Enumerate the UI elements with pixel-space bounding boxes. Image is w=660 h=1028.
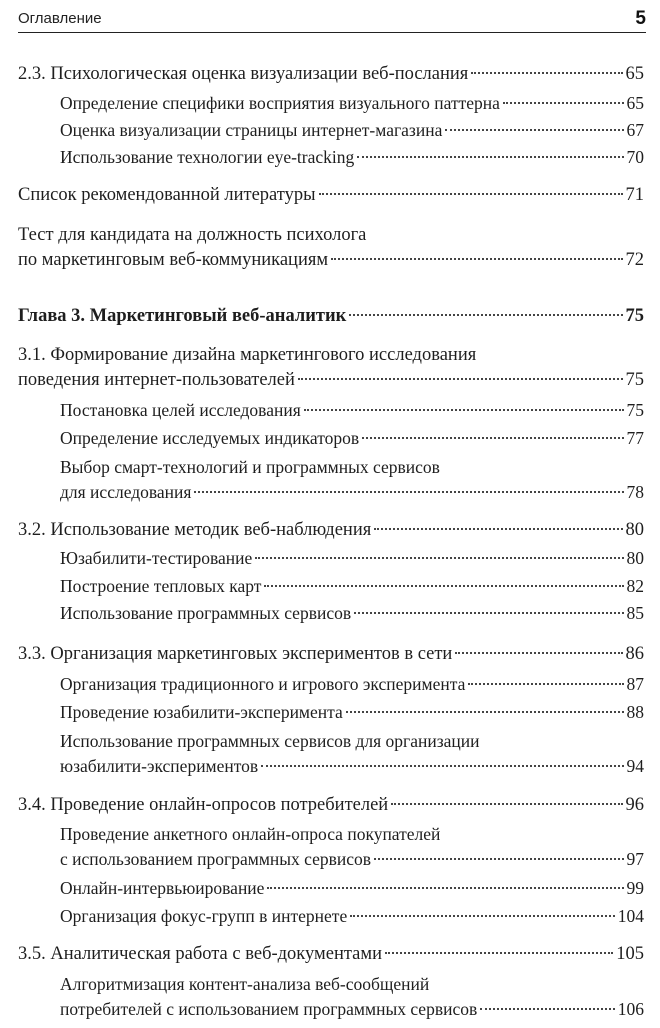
toc-entry-software-services[interactable]: [60, 601, 644, 626]
toc-entry-title: Юзабилити-тестирование: [60, 548, 253, 568]
toc-leader-dots: [374, 528, 622, 530]
toc-entry-title: с использованием программных сервисов: [60, 849, 372, 869]
toc-entry-title: 3.5. Аналитическая работа с веб-документами: [18, 944, 382, 964]
toc-entry-page: 99: [626, 878, 644, 898]
toc-entry-shop-visual[interactable]: [60, 118, 644, 143]
toc-entry-smart-tech[interactable]: [60, 455, 644, 505]
toc-leader-dots: [503, 102, 624, 104]
toc-entry-page: 65: [626, 93, 644, 113]
toc-leader-dots: [298, 378, 623, 380]
toc-entry-survey[interactable]: [60, 822, 644, 872]
toc-leader-dots: [331, 258, 622, 260]
toc-entry-3-4[interactable]: [18, 793, 644, 818]
toc-entry-title: Онлайн-интервьюирование: [60, 878, 265, 898]
toc-entry-3-2[interactable]: [18, 518, 644, 543]
toc-leader-dots: [480, 1008, 615, 1010]
toc-entry-page: 96: [625, 795, 644, 815]
toc-entry-title-line: Тест для кандидата на должность психолога: [18, 225, 367, 245]
toc-entry-page: 75: [626, 400, 644, 420]
toc-entry-page: 87: [626, 674, 644, 694]
toc-entry-usability-experiment[interactable]: [60, 700, 644, 725]
toc-entry-test[interactable]: [18, 223, 644, 273]
toc-entry-page: 86: [625, 644, 644, 664]
toc-entry-page: 105: [616, 944, 644, 964]
toc-entry-2-3[interactable]: [18, 62, 644, 87]
toc-leader-dots: [349, 314, 622, 316]
running-head-page-number: 5: [635, 8, 646, 29]
toc-entry-goals[interactable]: [60, 398, 644, 423]
toc-entry-title: поведения интернет-пользователей: [18, 370, 295, 390]
toc-entry-title-line: Алгоритмизация контент-анализа веб-сообщений: [60, 974, 430, 994]
toc-leader-dots: [194, 491, 623, 493]
toc-entry-page: 80: [626, 548, 644, 568]
toc-entry-title-line: 3.1. Формирование дизайна маркетингового исследования: [18, 345, 477, 365]
toc-entry-title: Определение исследуемых индикаторов: [60, 428, 360, 448]
toc-entry-page: 97: [626, 849, 644, 869]
toc-entry-title: Оценка визуализации страницы интернет-магазина: [60, 120, 443, 140]
toc-leader-dots: [385, 952, 613, 954]
running-head-title: Оглавление: [18, 10, 102, 27]
toc-entry-eye-tracking[interactable]: [60, 145, 644, 170]
toc-entry-title: Построение тепловых карт: [60, 576, 262, 596]
toc-entry-title-line: Использование программных сервисов для организации: [60, 731, 480, 751]
toc-leader-dots: [391, 803, 622, 805]
toc-entry-page: 75: [625, 370, 644, 390]
toc-leader-dots: [264, 585, 623, 587]
toc-entry-perception[interactable]: [60, 91, 644, 116]
toc-entry-title: потребителей с использованием программных сервисов: [60, 999, 478, 1019]
toc-leader-dots: [346, 711, 624, 713]
toc-entry-title: Проведение юзабилити-эксперимента: [60, 702, 343, 722]
toc-entry-title-line: Выбор смарт-технологий и программных сервисов: [60, 457, 440, 477]
running-head: [18, 8, 646, 33]
toc-entry-heatmaps[interactable]: [60, 574, 644, 599]
toc-entry-title: Организация фокус-групп в интернете: [60, 906, 348, 926]
toc-leader-dots: [468, 683, 623, 685]
toc-entry-title: 3.2. Использование методик веб-наблюдения: [18, 520, 372, 540]
toc-entry-title: Список рекомендованной литературы: [18, 185, 316, 205]
toc-entry-page: 88: [626, 702, 644, 722]
toc-entry-page: 80: [625, 520, 644, 540]
toc-entry-title-line: Проведение анкетного онлайн-опроса покупателей: [60, 824, 441, 844]
toc-leader-dots: [304, 409, 624, 411]
toc-entry-title: для исследования: [60, 482, 192, 502]
toc-entry-title: Глава 3. Маркетинговый веб-аналитик: [18, 306, 347, 326]
toc-entry-title: 3.4. Проведение онлайн-опросов потребителей: [18, 795, 389, 815]
toc-entry-page: 75: [625, 306, 644, 326]
toc-entry-page: 94: [626, 756, 644, 776]
toc-leader-dots: [445, 129, 623, 131]
toc-entry-3-5[interactable]: [18, 942, 644, 967]
toc-entry-3-3[interactable]: [18, 642, 644, 667]
toc-entry-title: по маркетинговым веб-коммуникациям: [18, 250, 329, 270]
toc-entry-usability-testing[interactable]: [60, 546, 644, 571]
toc-entry-experiment[interactable]: [60, 672, 644, 697]
toc-leader-dots: [362, 437, 623, 439]
toc-entry-title: 2.3. Психологическая оценка визуализации веб-послания: [18, 64, 469, 84]
toc-entry-page: 67: [626, 120, 644, 140]
toc-entry-page: 104: [617, 906, 644, 926]
toc-entry-page: 82: [626, 576, 644, 596]
toc-entry-page: 65: [625, 64, 644, 84]
toc-entry-chapter-3[interactable]: [18, 304, 644, 329]
toc-entry-page: 70: [626, 147, 644, 167]
toc-leader-dots: [471, 72, 622, 74]
toc-leader-dots: [354, 612, 623, 614]
toc-leader-dots: [350, 915, 615, 917]
toc-leader-dots: [261, 765, 623, 767]
toc-leader-dots: [255, 557, 623, 559]
toc-entry-title: Постановка целей исследования: [60, 400, 301, 420]
toc-entry-focus-groups[interactable]: [60, 904, 644, 929]
toc-leader-dots: [455, 652, 622, 654]
toc-entry-interviewing[interactable]: [60, 876, 644, 901]
toc-leader-dots: [319, 193, 623, 195]
toc-entry-title: юзабилити-экспериментов: [60, 756, 259, 776]
toc-leader-dots: [357, 156, 623, 158]
toc-entry-title: Организация традиционного и игрового эксперимента: [60, 674, 466, 694]
toc-entry-3-1[interactable]: [18, 343, 644, 393]
toc-entry-page: 77: [626, 428, 644, 448]
toc-entry-title: Использование программных сервисов: [60, 603, 352, 623]
toc-entry-title: Определение специфики восприятия визуального паттерна: [60, 93, 500, 113]
toc-entry-page: 78: [626, 482, 644, 502]
toc-entry-page: 71: [625, 185, 644, 205]
toc-entry-page: 72: [625, 250, 644, 270]
toc-leader-dots: [374, 858, 623, 860]
toc-entry-title: 3.3. Организация маркетинговых экспериментов в сети: [18, 644, 453, 664]
toc-entry-page: 85: [626, 603, 644, 623]
toc-entry-page: 106: [617, 999, 644, 1019]
toc-entry-literature[interactable]: [18, 183, 644, 208]
toc-entry-usability-services[interactable]: [60, 729, 644, 779]
toc-leader-dots: [267, 887, 623, 889]
toc-entry-indicators[interactable]: [60, 426, 644, 451]
toc-entry-title: Использование технологии eye-tracking: [60, 147, 355, 167]
toc-entry-content-analysis[interactable]: [60, 972, 644, 1022]
